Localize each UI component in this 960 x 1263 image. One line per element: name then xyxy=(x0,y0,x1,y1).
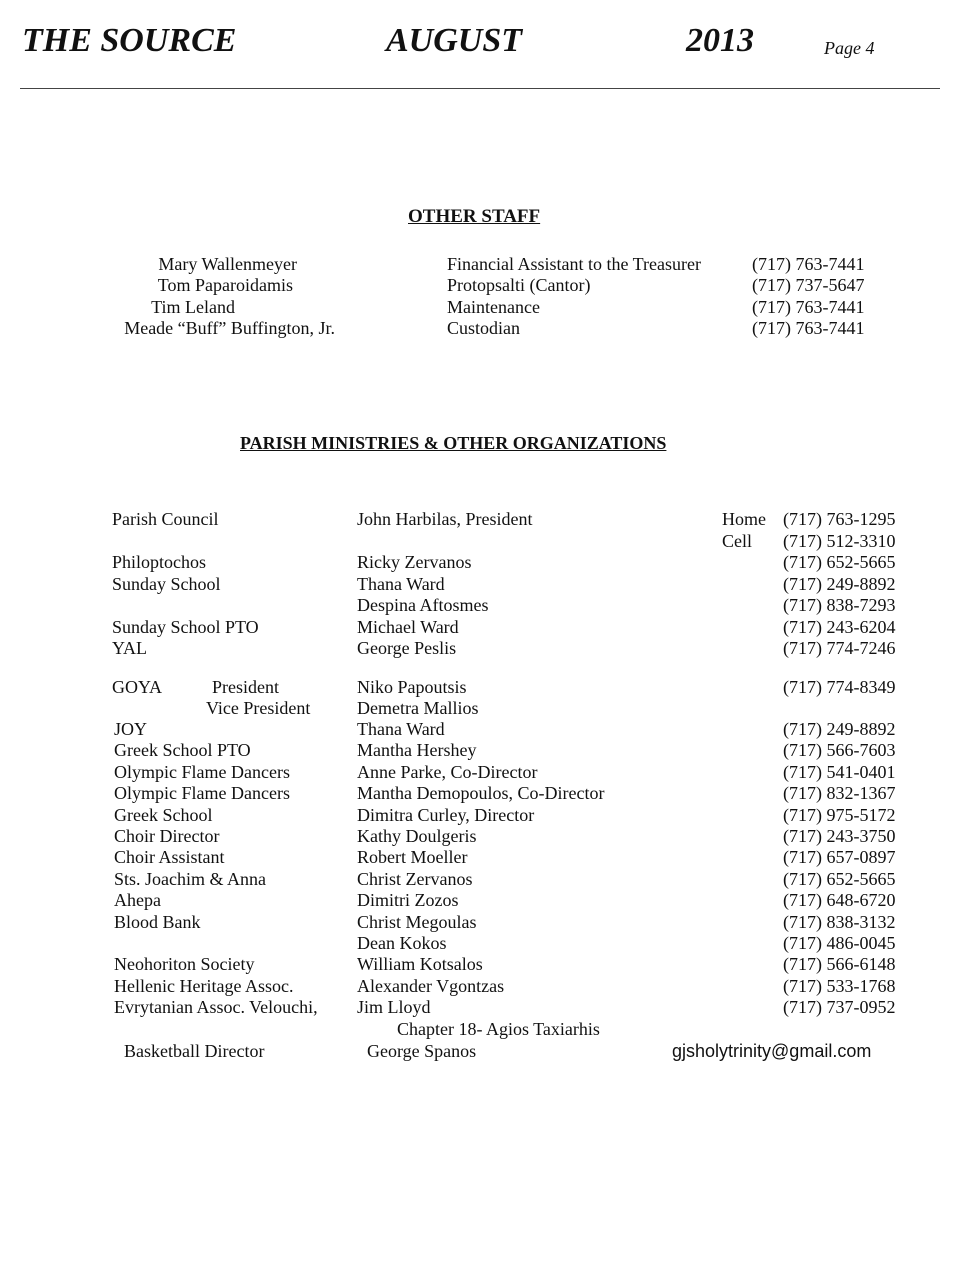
staff-name: Tom Paparoidamis xyxy=(157,275,293,296)
contact-phone: (717) 249-8892 xyxy=(783,573,896,594)
basketball-person: George Spanos xyxy=(367,1041,477,1061)
org-name: Sts. Joachim & Anna xyxy=(114,868,266,889)
contact-phone: (717) 648-6720 xyxy=(783,890,896,911)
contact-person: Anne Parke, Co-Director xyxy=(357,761,538,782)
goya-vp-name: Demetra Mallios xyxy=(357,698,479,718)
basketball-email[interactable]: gjsholytrinity@gmail.com xyxy=(672,1041,872,1061)
contact-person: Kathy Doulgeris xyxy=(357,826,477,846)
contact-person: Mantha Hershey xyxy=(357,740,477,761)
contact-person: Jim Lloyd xyxy=(357,997,431,1018)
org-name: Hellenic Heritage Assoc. xyxy=(114,975,294,996)
goya-president-name: Niko Papoutsis xyxy=(357,677,467,697)
contact-person: Ricky Zervanos xyxy=(357,552,472,572)
staff-role: Custodian xyxy=(447,317,521,338)
contact-person: John Harbilas, President xyxy=(357,509,533,529)
contact-person: Thana Ward xyxy=(357,719,445,739)
goya-president-phone: (717) 774-8349 xyxy=(783,677,896,697)
contact-phone: (717) 838-3132 xyxy=(783,911,896,932)
staff-role: Protopsalti (Cantor) xyxy=(447,275,591,296)
contact-person: Dean Kokos xyxy=(357,933,447,953)
staff-name: Tim Leland xyxy=(151,296,235,317)
contact-phone: (717) 657-0897 xyxy=(783,847,896,868)
contact-phone: (717) 838-7293 xyxy=(783,595,896,615)
contact-person: Alexander Vgontzas xyxy=(357,975,505,996)
staff-phone: (717) 737-5647 xyxy=(752,275,865,296)
contact-phone: (717) 243-3750 xyxy=(783,826,896,846)
contact-phone: (717) 774-7246 xyxy=(783,638,896,658)
org-name: Blood Bank xyxy=(114,911,201,932)
contact-person: Christ Megoulas xyxy=(357,911,477,932)
contact-phone: (717) 512-3310 xyxy=(783,530,896,551)
page-number: Page 4 xyxy=(824,38,875,58)
newsletter-title: THE SOURCE xyxy=(22,22,237,59)
staff-role: Maintenance xyxy=(447,296,540,317)
org-name: YAL xyxy=(112,638,147,658)
org-name: Sunday School PTO xyxy=(112,616,259,637)
contact-phone: (717) 533-1768 xyxy=(783,975,896,996)
org-name: Neohoriton Society xyxy=(114,954,255,975)
contact-person: Robert Moeller xyxy=(357,847,468,868)
basketball-org: Basketball Director xyxy=(124,1041,265,1061)
staff-phone: (717) 763-7441 xyxy=(752,296,865,317)
contact-phone: (717) 249-8892 xyxy=(783,719,896,739)
chapter-line: Chapter 18- Agios Taxiarhis xyxy=(397,1019,600,1039)
org-name: Parish Council xyxy=(112,509,219,529)
phone-type-label: Cell xyxy=(722,530,752,551)
contact-phone: (717) 737-0952 xyxy=(783,997,896,1018)
staff-name: Mary Wallenmeyer xyxy=(158,254,297,274)
contact-phone: (717) 243-6204 xyxy=(783,616,896,637)
contact-person: William Kotsalos xyxy=(357,954,483,975)
phone-type-label: Home xyxy=(722,509,766,529)
org-name: Evrytanian Assoc. Velouchi, xyxy=(114,997,318,1018)
org-name: Ahepa xyxy=(114,890,161,911)
contact-person: Despina Aftosmes xyxy=(357,595,489,615)
newsletter-month: AUGUST xyxy=(386,22,523,59)
contact-phone: (717) 763-1295 xyxy=(783,509,896,529)
ministries-heading: PARISH MINISTRIES & OTHER ORGANIZATIONS xyxy=(240,433,667,453)
org-name: Choir Director xyxy=(114,826,220,846)
newsletter-year: 2013 xyxy=(686,22,754,59)
contact-phone: (717) 652-5665 xyxy=(783,868,896,889)
contact-phone: (717) 486-0045 xyxy=(783,933,896,953)
contact-person: Thana Ward xyxy=(357,573,445,594)
org-name: Greek School xyxy=(114,804,213,825)
contact-phone: (717) 652-5665 xyxy=(783,552,896,572)
org-name: Sunday School xyxy=(112,573,221,594)
contact-person: Mantha Demopoulos, Co-Director xyxy=(357,783,605,804)
staff-phone: (717) 763-7441 xyxy=(752,317,865,338)
contact-phone: (717) 566-6148 xyxy=(783,954,896,975)
contact-phone: (717) 566-7603 xyxy=(783,740,896,761)
other-staff-heading: OTHER STAFF xyxy=(408,206,541,227)
org-name: Olympic Flame Dancers xyxy=(114,783,290,804)
org-name: Philoptochos xyxy=(112,552,207,572)
contact-person: George Peslis xyxy=(357,638,457,658)
header-divider xyxy=(20,88,940,89)
contact-phone: (717) 832-1367 xyxy=(783,783,896,804)
org-name: Greek School PTO xyxy=(114,740,251,761)
contact-person: Dimitra Curley, Director xyxy=(357,804,535,825)
staff-role: Financial Assistant to the Treasurer xyxy=(447,254,701,274)
org-name: Olympic Flame Dancers xyxy=(114,761,290,782)
staff-name: Meade “Buff” Buffington, Jr. xyxy=(124,317,335,338)
org-name: JOY xyxy=(114,719,148,739)
goya-org: GOYA xyxy=(112,677,163,697)
contact-phone: (717) 975-5172 xyxy=(783,804,896,825)
goya-vp-label: Vice President xyxy=(206,698,311,718)
staff-phone: (717) 763-7441 xyxy=(752,254,865,274)
contact-person: Dimitri Zozos xyxy=(357,890,459,911)
contact-person: Michael Ward xyxy=(357,616,459,637)
contact-phone: (717) 541-0401 xyxy=(783,761,896,782)
contact-person: Christ Zervanos xyxy=(357,868,473,889)
org-name: Choir Assistant xyxy=(114,847,225,868)
goya-president-label: President xyxy=(212,677,279,697)
